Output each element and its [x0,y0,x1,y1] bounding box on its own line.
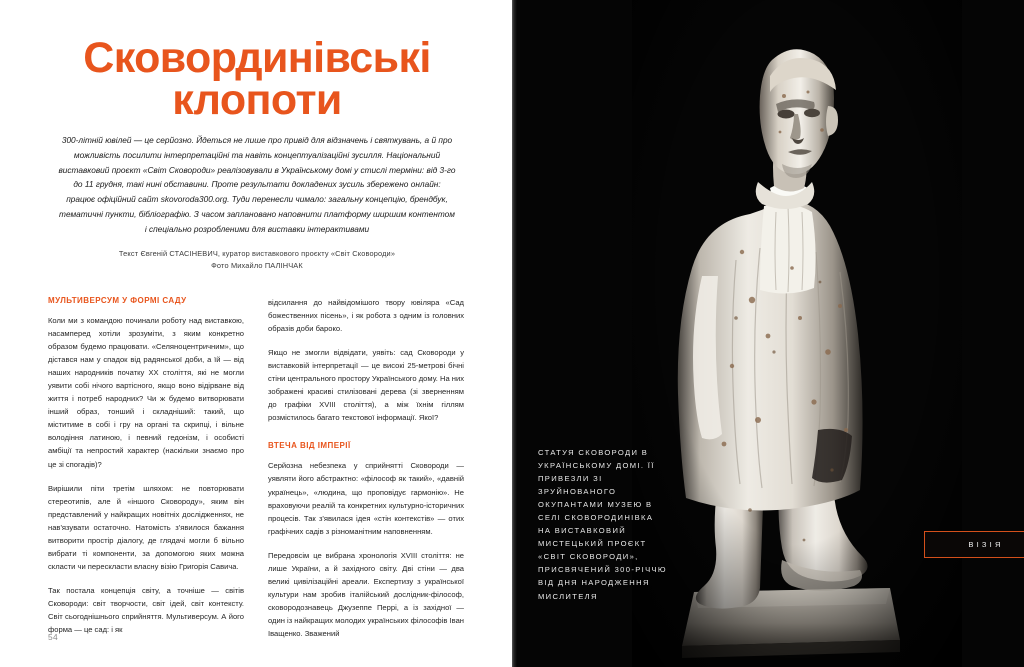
paragraph: Якщо не змогли відвідати, уявіть: сад Сковороди у виставковій інтерпретації — це високі 25-метрові бічні стіни центрального простору Українського дому. На них зображені красиві стилізовані дерева (зі зверненням до графіки XVIII століття), а між їхнім гіллям розмістилось багато текстової інформації. Якої? [268,348,465,423]
paragraph: Серйозна небезпека у сприйнятті Сковороди — уявляти його абстрактно: «філософ як такий», «давній українець», «людина, що проповідує гармонію». Не враховуючи реалій та конкретних культурно-історичних процесів. Так з'явилася ідея «стін контекстів» — отих графічних садів з різноманітним наповненням. [268,461,464,536]
paragraph: Передовсім це вибрана хронологія XVIII століття: не лише України, а й західного світу. Дві стіни — два великі цивілізаційні ареали. Експертизу з української культури нам зробив італійський дослідник-філософ, сковородознавець Джузеппе Перрі, а із західної — один із найкращих молодих українських філософів Іван Іващенко. Зважений [268,550,464,638]
byline-photographer: Фото Михайло ПАЛІНЧАК [211,260,303,270]
column-1 [48,296,244,635]
paragraph: відсилання до найвідомішого твору ювіляра «Сад божественних пісень», і як робота з одним із головних образів доби бароко. [268,298,464,334]
paragraph: Так постала концепція світу, а точніше — світів Сковороди: світ творчости, світ ідей, світ контексту. Світ сьогоднішнього сприйняття. Мультиверсум. А його форма — це сад: і як [48,585,244,635]
subhead-multiversum: МУЛЬТИВЕРСУМ У ФОРМІ САДУ [48,296,187,305]
right-page [512,0,1024,667]
page-title [32,34,482,124]
subhead-escape-from-empire: ВТЕЧА ВІД ІМПЕРІЇ [268,441,351,451]
page-number: 54 [48,632,58,642]
byline-author: Текст Євгеній СТАСІНЕВИЧ, куратор виставкового проєкту «Світ Сковороди» [118,249,396,258]
statue-photo [632,0,962,667]
byline [58,248,456,272]
standfirst: 300-літній ювілей — це серйозно. Йдеться не лише про привід для відзначень і святкувань, а й про можливість посилити інтерпретаційні та навіть концептуалізаційні зусилля. Національний виставковий проєкт «Світ Сковороди» реалізовували в Українському домі у стислі терміни: від 3-го до 11 грудня, такі нині обставини. Проте результати докладених зусиль збережено онлайн: працює офіційний сайт skovoroda300.org. Туди перенесли чимало: загальну концепцію, брендбук, тематичні пункти, бібліографію. З часом заплановано наповнити платформу ширшим контентом і спеціально розробленими для виставки інтерактивами [58,135,456,234]
photo-caption: СТАТУЯ СКОВОРОДИ В УКРАЇНСЬКОМУ ДОМІ. ЇЇ ПРИВЕЗЛИ ЗІ ЗРУЙНОВАНОГО ОКУПАНТАМИ МУЗЕЮ В СЕЛІ СКОВОРОДИНІВКА НА ВИСТАВКОВИЙ МИСТЕЦЬКИЙ ПРОЄКТ «СВІТ СКОВОРОДИ», ПРИСВЯЧЕНИЙ 300-РІЧЧЮ ВІД ДНЯ НАРОДЖЕННЯ МИСЛИТЕЛЯ [538,448,667,601]
gutter-shadow [512,0,517,667]
headline-line-2: клопоти [172,75,342,124]
paragraph: Вирішили піти третім шляхом: не повторювати стереотипів, але й «іншого Сковороду», яким він представлений у найкращих новітніх дослідженнях, не нав'язувати остаточно. Натомість з'явилося бажання витворити простір діалогу, де глядачі могли б вільно вибрати ті компоненти, за допомогою яких можна скласти чи перескласти власну візію Григорія Савича. [48,483,244,571]
paragraph: Коли ми з командою починали роботу над виставкою, насамперед хотіли зрозуміти, з яким конкретно образом будемо працювати. «Селяноцентричним», що дістався нам у спадок від радянської доби, а їй — від наших народників початку ХХ століття, які не могли уявити собі нічого вартісного, якщо воно відірване від життя і потреб народних? Чи ж будемо витворювати інший образ, тонший і складніший: такий, що міститиме в собі і гру на органі та скрипці, і вільне володіння латиною, і певний гедонізм, і особисті амбіції та непростий характер (наскільки знаємо про це зі спогадів)? [48,316,244,469]
vision-badge-label: ВІЗІЯ [968,540,1004,549]
vision-badge[interactable] [924,531,1024,558]
headline-line-1: Сковординівські [83,34,431,82]
column-2 [268,296,465,638]
statue-illustration [632,0,962,667]
